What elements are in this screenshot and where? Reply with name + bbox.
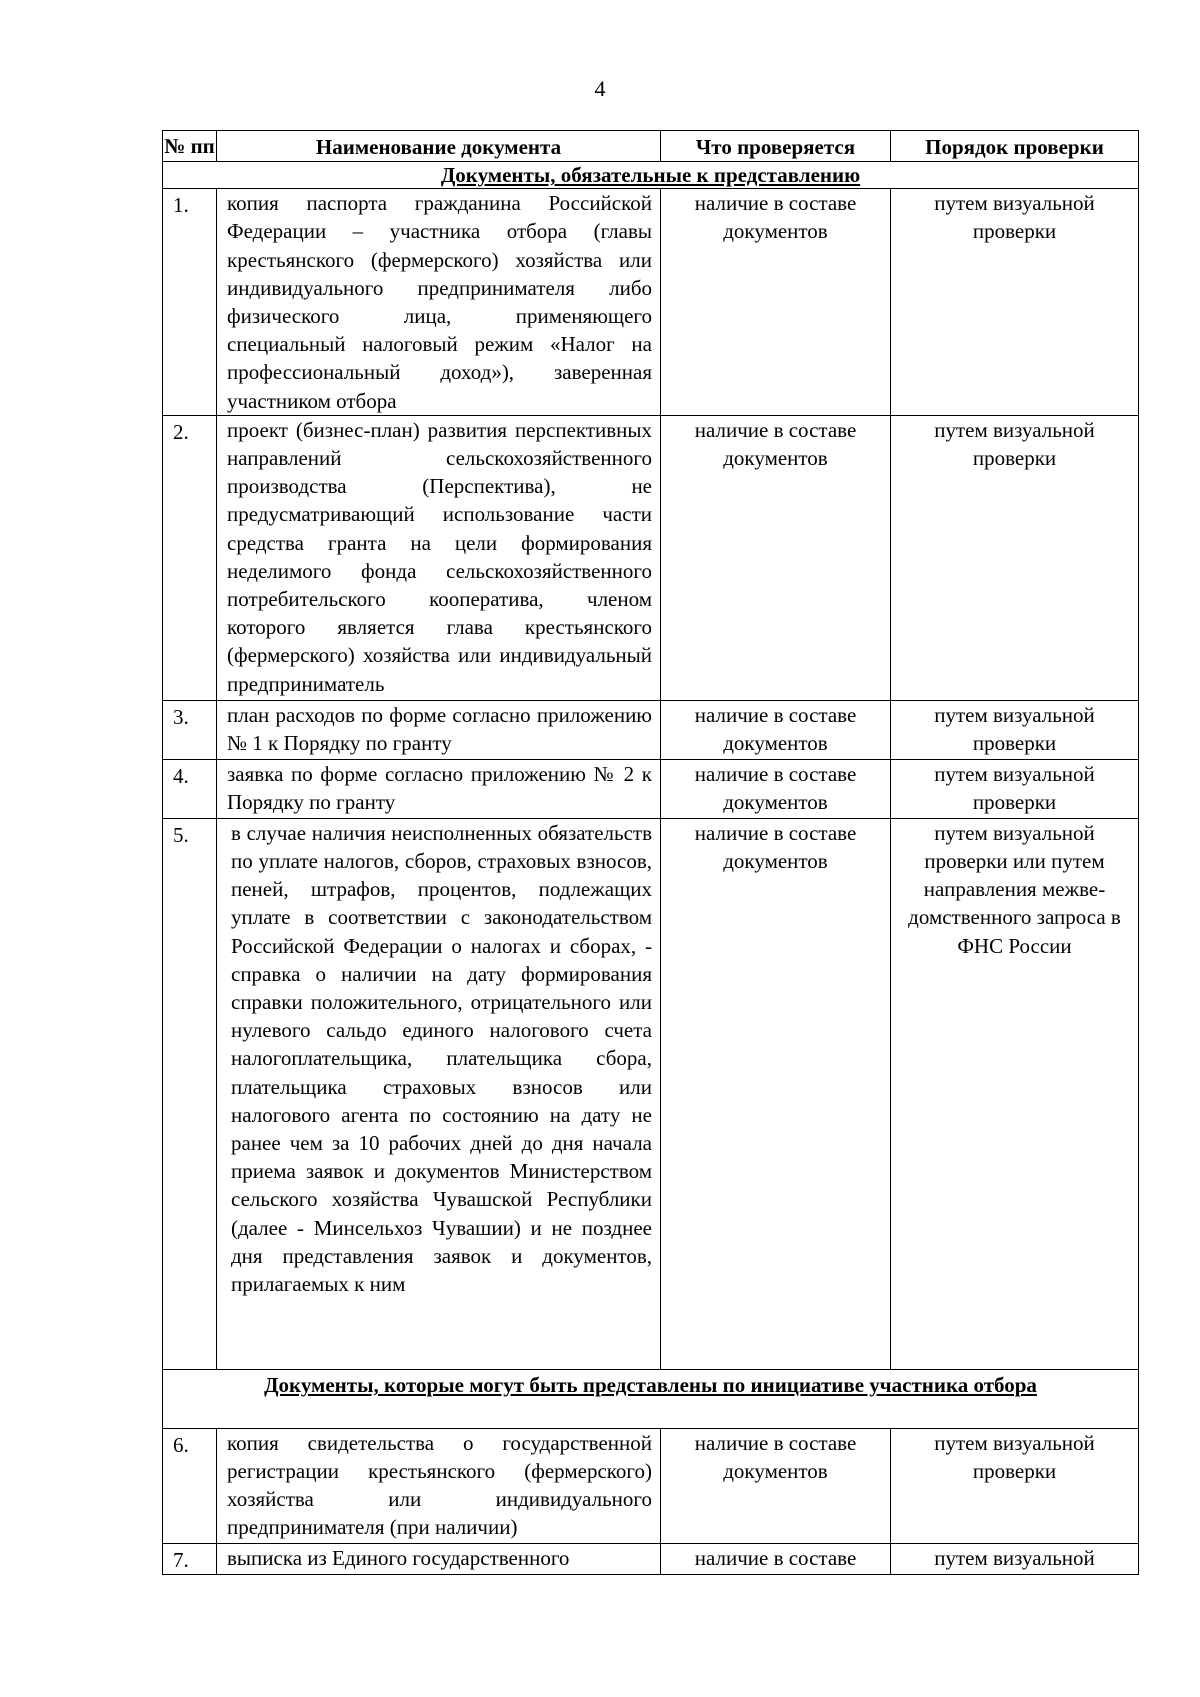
row-what-checked: наличие в составе документов — [661, 818, 891, 1369]
row-what-checked: наличие в составе документов — [661, 700, 891, 759]
section-row-optional — [163, 1369, 1139, 1428]
row-document-name: план расходов по форме согласно приложению № 1 к Порядку по гранту — [217, 700, 661, 759]
table-row — [163, 1428, 1139, 1543]
row-num: 7. — [163, 1543, 217, 1574]
header-name: Наименование документа — [217, 131, 661, 162]
table-row — [163, 759, 1139, 818]
table-row — [163, 415, 1139, 700]
row-what-checked: наличие в составе — [661, 1543, 891, 1574]
row-what-checked: наличие в составе документов — [661, 415, 891, 700]
row-what-checked: наличие в составе документов — [661, 1428, 891, 1543]
row-check-order: путем визуальной проверки — [891, 415, 1139, 700]
row-check-order: путем визуальной проверки — [891, 759, 1139, 818]
row-num: 5. — [163, 818, 217, 1369]
page-number: 4 — [594, 76, 606, 101]
header-how: Порядок проверки — [891, 131, 1139, 162]
row-num: 1. — [163, 189, 217, 416]
row-check-order: путем визуальной проверки — [891, 1428, 1139, 1543]
row-check-order: путем визуальной проверки или путем направления межведомственного запроса в ФНС России — [891, 818, 1139, 1369]
section-row-required — [163, 162, 1139, 189]
row-check-order: путем визуальной проверки — [891, 189, 1139, 416]
row-num: 3. — [163, 700, 217, 759]
row-num: 2. — [163, 415, 217, 700]
row-what-checked: наличие в составе документов — [661, 189, 891, 416]
row-document-name: проект (бизнес-план) развития перспективных направлений сельскохозяйственного производства (Перспектива), не предусматривающий использование части средства гранта на цели формирования неделимого фонда сельскохозяйственного потребительского кооператива, членом которого является глава крестьянского (фермерского) хозяйства или индивидуальный предприниматель — [217, 415, 661, 700]
row-document-name: копия паспорта гражданина Российской Федерации – участника отбора (главы крестьянского (фермерского) хозяйства или индивидуального предпринимателя либо физического лица, применяющего специальный налоговый режим «Налог на профессиональный доход»), заверенная участником отбора — [217, 189, 661, 416]
documents-table — [162, 130, 1139, 1575]
row-document-name: в случае наличия неисполненных обязательств по уплате налогов, сборов, страховых взносов, пеней, штрафов, процентов, подлежащих уплате в соответствии с законодательством Российской Федерации о налогах и сборах, - справка о наличии на дату формирования справки положительного, отрицательного или нулевого сальдо единого налогового счета налогоплательщика, плательщика сбора, плательщика страховых взносов или налогового агента по состоянию на дату не ранее чем за 10 рабочих дней до дня начала приема заявок и документов Министерством сельского хозяйства Чувашской Республики (далее - Минсельхоз Чувашии) и не позднее дня представления заявок и документов, прилагаемых к ним — [217, 818, 661, 1369]
table-row — [163, 700, 1139, 759]
row-num: 6. — [163, 1428, 217, 1543]
row-check-order: путем визуальной — [891, 1543, 1139, 1574]
row-num: 4. — [163, 759, 217, 818]
row-document-name: выписка из Единого государственного — [217, 1543, 661, 1574]
section-title-required: Документы, обязательные к представлению — [163, 162, 1139, 189]
row-what-checked: наличие в составе документов — [661, 759, 891, 818]
row-check-order: путем визуальной проверки — [891, 700, 1139, 759]
table-header-row — [163, 131, 1139, 162]
table-row — [163, 818, 1139, 1369]
section-title-optional: Документы, которые могут быть представлены по инициативе участника отбора — [163, 1369, 1139, 1428]
row-document-name: заявка по форме согласно приложению № 2 к Порядку по гранту — [217, 759, 661, 818]
header-num: № пп — [163, 131, 217, 162]
table-row — [163, 189, 1139, 416]
header-what: Что проверяется — [661, 131, 891, 162]
table-row — [163, 1543, 1139, 1574]
row-document-name: копия свидетельства о государственной регистрации крестьянского (фермерского) хозяйства или индивидуального предпринимателя (при наличии) — [217, 1428, 661, 1543]
